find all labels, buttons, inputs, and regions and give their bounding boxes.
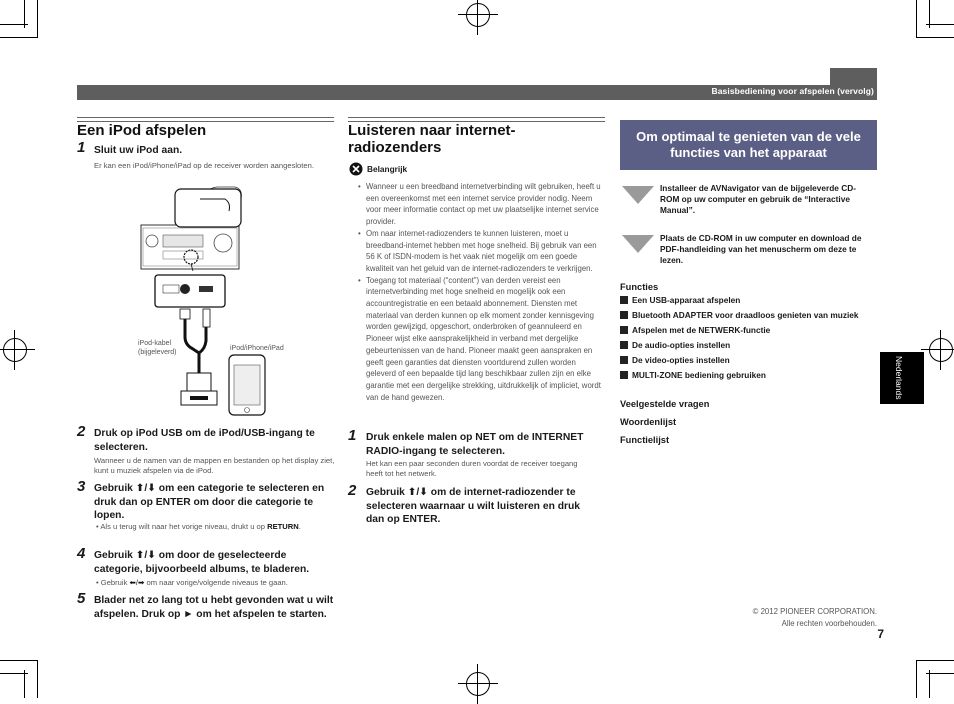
- up-down-arrow-icon: ⬆/⬇: [135, 550, 156, 561]
- step-number: 2: [77, 423, 86, 440]
- crop-mark: [916, 660, 954, 661]
- functie-label: De audio-opties instellen: [632, 340, 731, 350]
- bullet-item: • Toegang tot materiaal (“content”) van derden vereist een internetverbinding met hoge snelheid en mogelijk ook een accountregistratie en een betaald abonnement. Diensten met materiaal van derden kunnen op elk moment zonder kennisgeving worden gewijzigd, opgeschort, onderbroken of geannuleerd en Pioneer wijst elke aansprakelijkheid in verband met dergelijke gebeurtenissen van de hand. Pioneer maakt geen aanspraken en geeft geen garanties dat diensten voortdurend zullen worden geleverd of een bepaalde tijd lang beschikbaar zullen zijn en elke garantie met een dergelijke strekking, uitdrukkelijk of impliciet, wordt van de hand gewezen.: [358, 275, 606, 404]
- pdf-instruction: Plaats de CD-ROM in uw computer en download de PDF-handleiding van het menuscherm om deze te lezen.: [660, 233, 862, 265]
- step-title: [94, 549, 334, 576]
- registration-mark: [466, 3, 490, 27]
- functie-item[interactable]: [620, 310, 875, 321]
- crop-mark: [37, 0, 38, 38]
- functie-item[interactable]: [620, 370, 875, 381]
- step-title: [366, 486, 601, 527]
- important-bullets: [358, 181, 606, 403]
- functie-item[interactable]: [620, 325, 875, 336]
- copyright: © 2012 PIONEER CORPORATION.: [752, 607, 877, 616]
- step-note: Wanneer u de namen van de mappen en bestanden op het display ziet, kunt u muziek afspelen via de iPod.: [94, 456, 335, 475]
- crop-mark: [916, 0, 917, 38]
- step-title-prefix: Gebruik: [94, 550, 133, 561]
- function-list-link[interactable]: Functielijst: [620, 435, 670, 445]
- bullet-end: .: [298, 522, 301, 531]
- functie-item[interactable]: [620, 295, 875, 306]
- step-bullet: • Gebruik ⬅/➡ om naar vorige/volgende niveaus te gaan.: [96, 578, 288, 587]
- arrow-down-icon: [622, 186, 654, 204]
- running-header: Basisbediening voor afspelen (vervolg): [711, 86, 874, 96]
- square-bullet-icon: [620, 326, 628, 334]
- step-note: Er kan een iPod/iPhone/iPad op de receiver worden aangesloten.: [94, 161, 314, 170]
- square-bullet-icon: [620, 371, 628, 379]
- language-tab-label: Nederlands: [894, 356, 904, 400]
- bullet-text: Als u terug wilt naar het vorige niveau, drukt u op: [100, 522, 265, 531]
- step-title: [94, 482, 332, 523]
- features-banner: [620, 120, 877, 170]
- glossary-link[interactable]: Woordenlijst: [620, 417, 677, 427]
- bullet-item: • Wanneer u een breedband internetverbinding wilt gebruiken, heeft u een overeenkomst met een internet service provider nodig. Neem voor meer informatie contact op met uw plaatselijke internet service provider.: [358, 181, 606, 228]
- functie-label: De video-opties instellen: [632, 355, 730, 365]
- crop-mark: [916, 37, 954, 38]
- step-title-rest: om een categorie te selecteren en druk dan op ENTER om door die categorie te lopen.: [94, 483, 325, 521]
- registration-mark: [466, 672, 490, 696]
- header-tab: [830, 68, 877, 85]
- crop-mark: [37, 660, 38, 698]
- square-bullet-icon: [620, 296, 628, 304]
- step-number: 4: [77, 545, 86, 562]
- arrow-down-icon: [622, 235, 654, 253]
- language-tab: [880, 352, 924, 404]
- step-title: Blader net zo lang tot u hebt gevonden wat u wilt afspelen. Druk op ► om het afspelen te starten.: [94, 595, 334, 620]
- faq-link[interactable]: Veelgestelde vragen: [620, 399, 710, 409]
- functie-item[interactable]: [620, 340, 875, 351]
- page-number: 7: [877, 627, 884, 641]
- functie-label: Afspelen met de NETWERK-functie: [632, 325, 771, 335]
- step-number: 1: [77, 139, 86, 156]
- step-title: Druk enkele malen op NET om de INTERNET RADIO-ingang te selecteren.: [366, 432, 584, 457]
- step-number: 5: [77, 590, 86, 607]
- figure-label-cable: iPod-kabel (bijgeleverd): [138, 340, 177, 356]
- square-bullet-icon: [620, 341, 628, 349]
- crop-mark: [916, 660, 917, 698]
- step-number: 2: [348, 482, 357, 499]
- ipod-connection-illustration: [135, 185, 285, 420]
- section-title-internet-radio: Luisteren naar internet-radiozenders: [348, 122, 516, 156]
- functie-item[interactable]: [620, 355, 875, 366]
- step-title-rest: om de internet-radiozender te selecteren waarnaar u wilt luisteren en druk dan op ENTER.: [366, 487, 581, 525]
- step-title: Sluit uw iPod aan.: [94, 145, 183, 156]
- step-title: Druk op iPod USB om de iPod/USB-ingang te selecteren.: [94, 428, 315, 453]
- step-title-prefix: Gebruik: [366, 487, 405, 498]
- functie-label: MULTI-ZONE bediening gebruiken: [632, 370, 766, 380]
- functie-label: Een USB-apparaat afspelen: [632, 295, 741, 305]
- bullet-text: om naar vorige/volgende niveaus te gaan.: [146, 578, 288, 587]
- step-title-prefix: Gebruik: [94, 483, 133, 494]
- important-icon: [349, 162, 363, 176]
- crop-mark: [24, 0, 25, 28]
- up-down-arrow-icon: ⬆/⬇: [135, 483, 156, 494]
- step-number: 3: [77, 478, 86, 495]
- important-label: Belangrijk: [367, 164, 408, 174]
- functie-label: Bluetooth ADAPTER voor draadloos genieten van muziek: [632, 310, 859, 320]
- avnavigator-instruction: Installeer de AVNavigator van de bijgeleverde CD-ROM op uw computer en gebruik de “Interactive Manual”.: [660, 183, 856, 215]
- crop-mark: [929, 670, 930, 698]
- bullet-text: Gebruik: [100, 578, 128, 587]
- crop-mark: [929, 0, 930, 28]
- figure-label-device: iPod/iPhone/iPad: [230, 345, 284, 352]
- step-bullet: • Als u terug wilt naar het vorige niveau, drukt u op RETURN.: [96, 522, 301, 531]
- functies-list: [620, 295, 875, 381]
- crop-mark: [24, 670, 25, 698]
- features-banner-title: Om optimaal te genieten van de vele functies van het apparaat: [636, 129, 861, 160]
- step-note: Het kan een paar seconden duren voordat de receiver toegang heeft tot het netwerk.: [366, 459, 578, 478]
- crop-mark: [0, 37, 38, 38]
- crop-mark: [926, 24, 954, 25]
- up-down-arrow-icon: ⬆/⬇: [407, 487, 428, 498]
- step-number: 1: [348, 427, 357, 444]
- registration-mark: [3, 338, 27, 362]
- rights-reserved: Alle rechten voorbehouden.: [781, 619, 877, 628]
- crop-mark: [0, 660, 38, 661]
- square-bullet-icon: [620, 356, 628, 364]
- square-bullet-icon: [620, 311, 628, 319]
- functies-heading: Functies: [620, 282, 659, 292]
- bullet-item: • Om naar internet-radiozenders te kunnen luisteren, moet u breedband-internet hebben met hoge snelheid. Bij gebruik van een 56 K of ISDN-modem is het vaak niet mogelijk om een goede kwaliteit van het geluid van de internet-radiozenders te verkrijgen.: [358, 228, 606, 275]
- return-key-label: RETURN: [267, 522, 299, 531]
- section-title-ipod: Een iPod afspelen: [77, 122, 207, 139]
- registration-mark: [929, 338, 953, 362]
- left-right-arrow-icon: ⬅/➡: [129, 578, 145, 587]
- step-title-rest: om door de geselecteerde categorie, bijvoorbeeld albums, te bladeren.: [94, 550, 310, 575]
- crop-mark: [926, 673, 954, 674]
